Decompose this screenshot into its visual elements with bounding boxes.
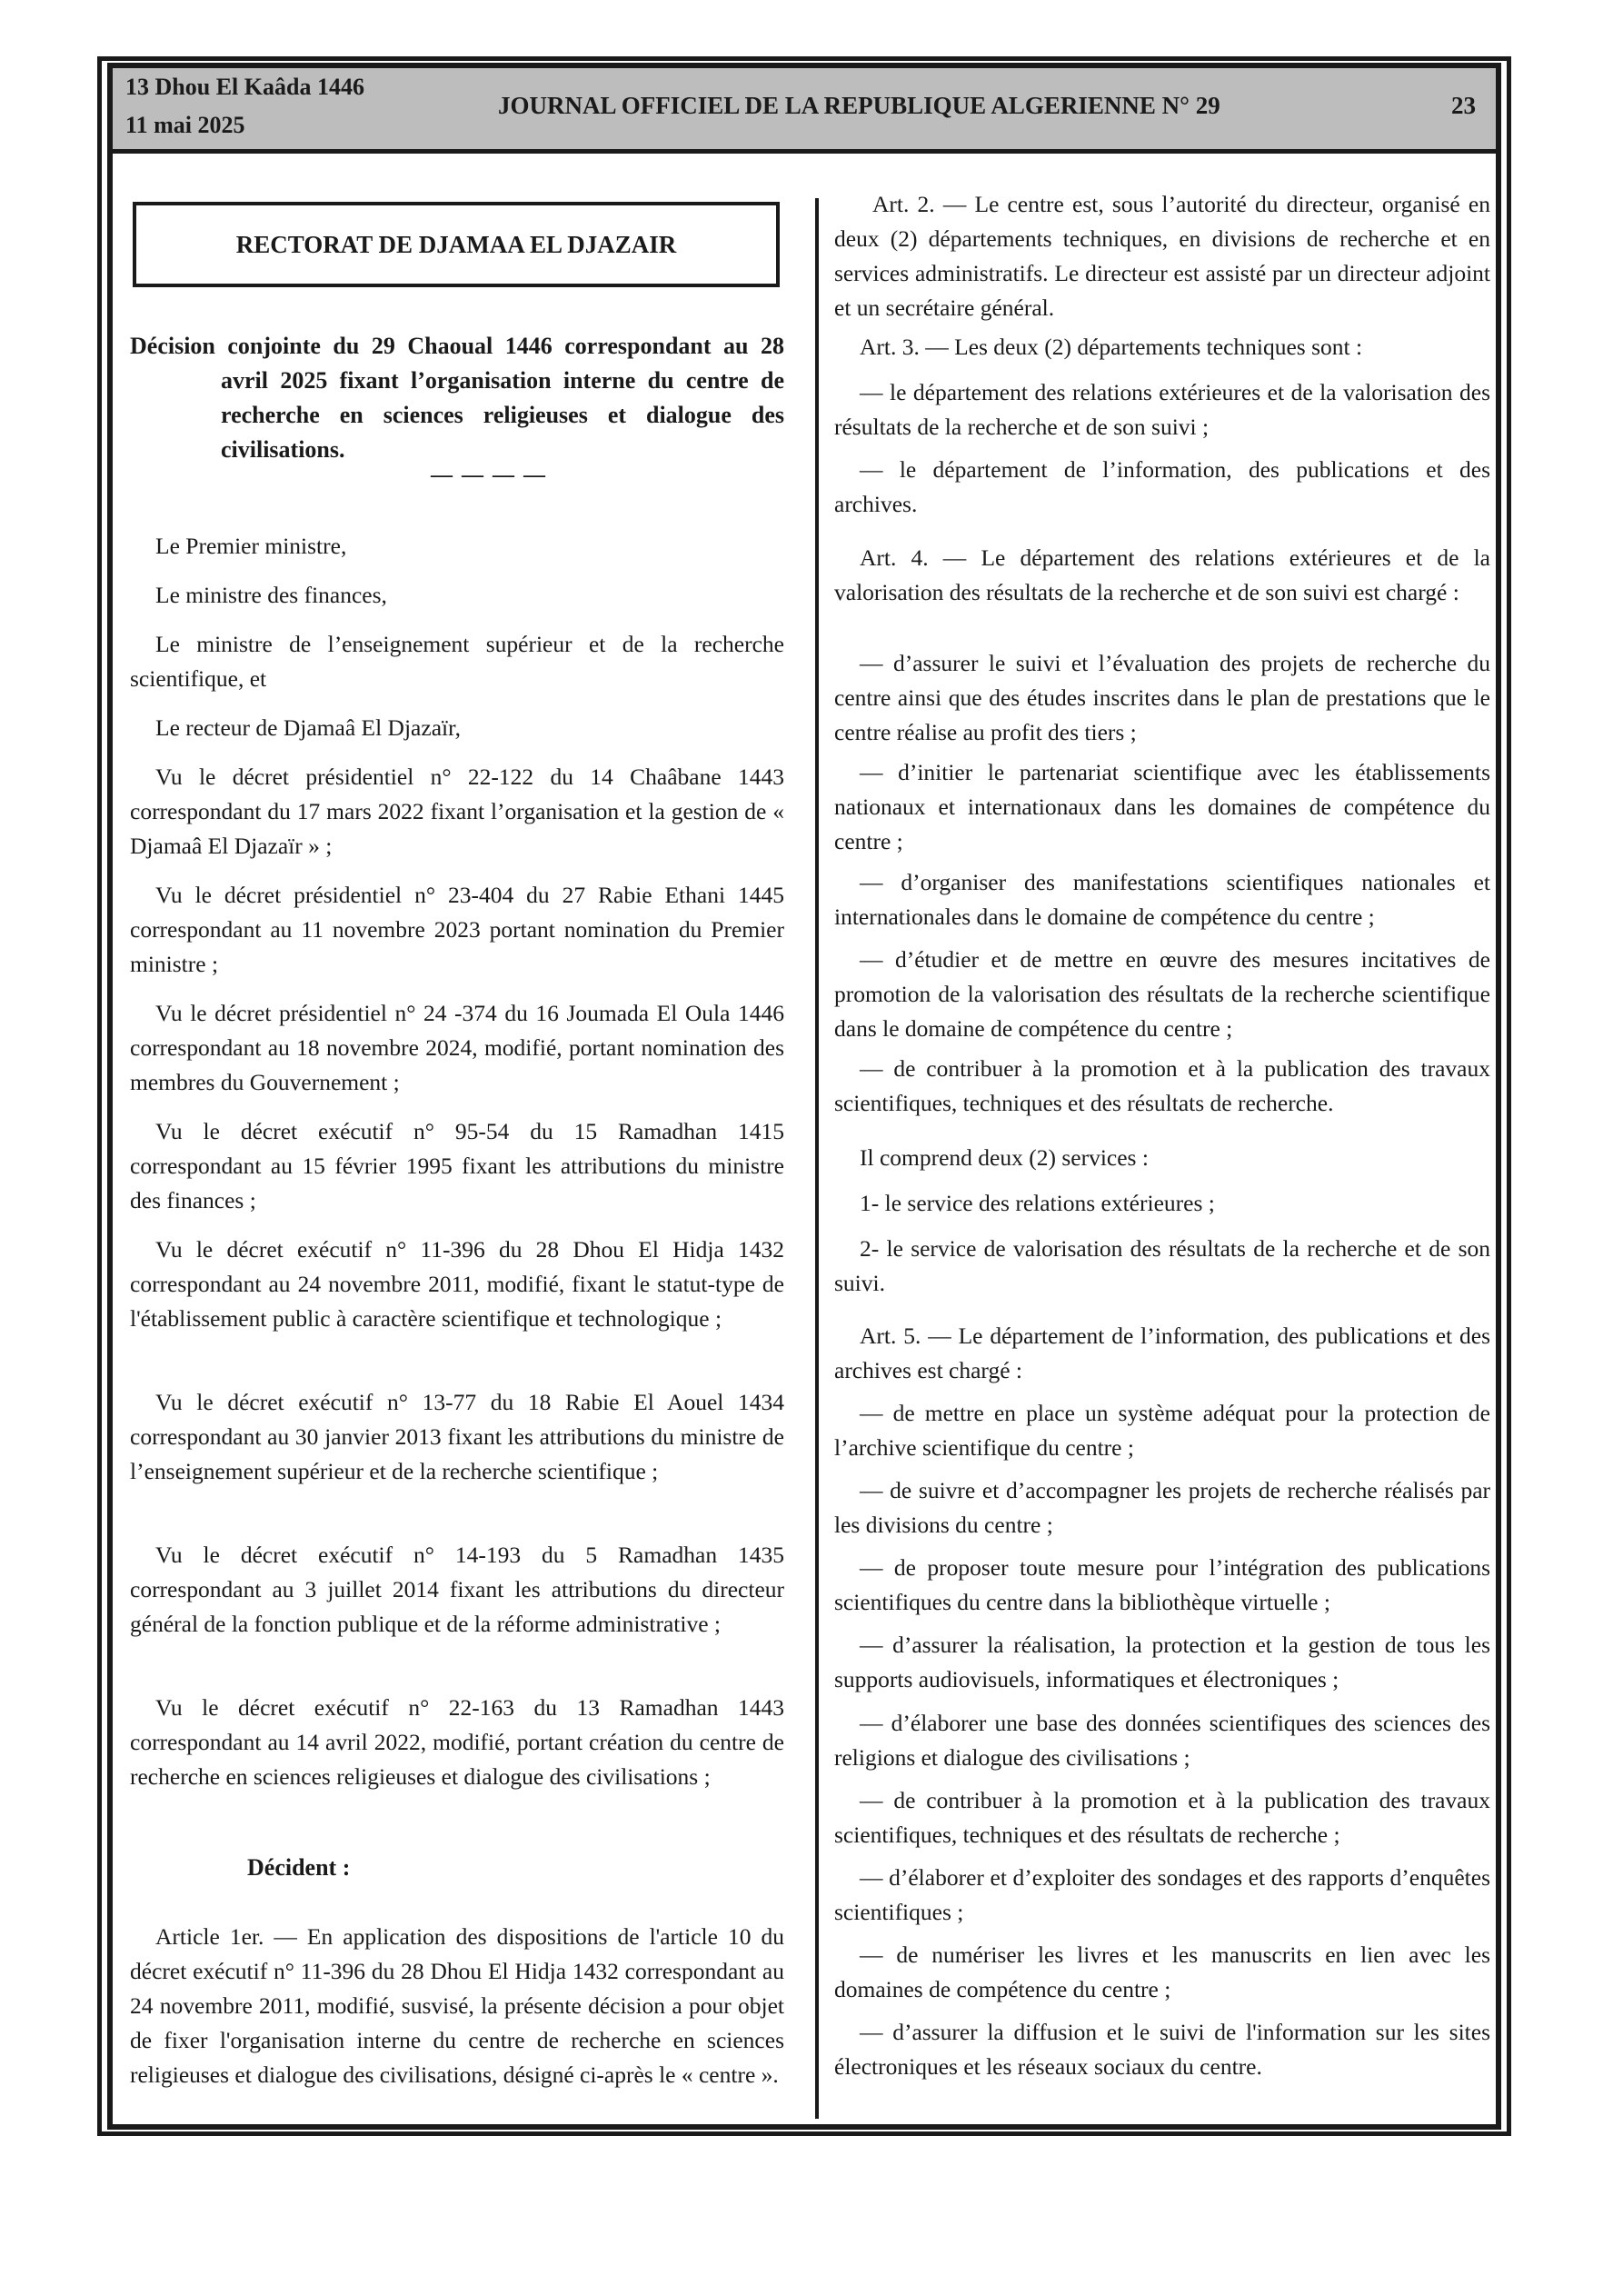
journal-title: JOURNAL OFFICIEL DE LA REPUBLIQUE ALGERIENNE N° 29: [498, 92, 1220, 119]
article-4-item: — de contribuer à la promotion et à la publication des travaux scientifiques, techniques et des résultats de recherche.: [834, 1054, 1490, 1116]
decident-heading: Décident :: [247, 1854, 351, 1881]
section-title: RECTORAT DE DJAMAA EL DJAZAIR: [235, 230, 677, 258]
section-title-box: [133, 202, 780, 287]
service-item: 2- le service de valorisation des résultats de la recherche et de son suivi.: [834, 1234, 1490, 1296]
visa: Vu le décret exécutif n° 13-77 du 18 Rabie El Aouel 1434 correspondant au 30 janvier 2013 fixant les attributions du ministre de l’enseignement supérieur et de la recherche scientifique ;: [130, 1389, 784, 1484]
article-5-item: — de proposer toute mesure pour l’intégration des publications scientifiques du centre dans la bibliothèque virtuelle ;: [834, 1554, 1490, 1616]
article-5-item: — de numériser les livres et les manuscrits en lien avec les domaines de compétence du centre ;: [834, 1941, 1490, 2002]
article-5-item: — d’élaborer une base des données scientifiques des sciences des religions et dialogue des civilisations ;: [834, 1709, 1490, 1771]
signatory: Le ministre des finances,: [155, 582, 387, 608]
article-5-item: — d’assurer la diffusion et le suivi de l'information sur les sites électroniques et les réseaux sociaux du centre.: [834, 2018, 1490, 2080]
services-intro: Il comprend deux (2) services :: [860, 1143, 1149, 1171]
visa: Vu le décret présidentiel n° 22-122 du 14 Chaâbane 1443 correspondant du 17 mars 2022 fixant l’organisation et la gestion de « Djamaâ El Djazaïr » ;: [130, 764, 784, 859]
article-1: Article 1er. — En application des dispositions de l'article 10 du décret exécutif n° 11-396 du 28 Dhou El Hidja 1432 correspondant au 24 novembre 2011, modifié, susvisé, la présente décision a pour objet de fixer l'organisation interne du centre de recherche en sciences religieuses et dialogue des civilisations, désigné ci-après le « centre ».: [130, 1923, 784, 2088]
article-3-item: — le département de l’information, des publications et des archives.: [834, 456, 1490, 518]
visa: Vu le décret exécutif n° 11-396 du 28 Dhou El Hidja 1432 correspondant au 24 novembre 2011, modifié, fixant le statut-type de l'établissement public à caractère scientifique et technologique ;: [130, 1236, 784, 1332]
visa: Vu le décret présidentiel n° 23-404 du 27 Rabie Ethani 1445 correspondant au 11 novembre 2023 portant nomination du Premier ministre ;: [130, 882, 784, 977]
article-5-intro: Art. 5. — Le département de l’information, des publications et des archives est chargé :: [834, 1323, 1490, 1384]
article-5-item: — de contribuer à la promotion et à la publication des travaux scientifiques, techniques et des résultats de recherche ;: [834, 1786, 1490, 1848]
article-3-intro: Art. 3. — Les deux (2) départements techniques sont :: [860, 334, 1363, 361]
signatory: Le recteur de Djamaâ El Djazaïr,: [155, 714, 461, 741]
article-5-item: — d’assurer la réalisation, la protection et la gestion de tous les supports audiovisuels, informatiques et électroniques ;: [834, 1632, 1490, 1693]
gregorian-date: 11 mai 2025: [125, 112, 245, 138]
visa: Vu le décret exécutif n° 95-54 du 15 Ramadhan 1415 correspondant au 15 février 1995 fixant les attributions du ministre des finances ;: [130, 1118, 784, 1213]
visa: Vu le décret exécutif n° 22-163 du 13 Ramadhan 1443 correspondant au 14 avril 2022, modifié, portant création du centre de recherche en sciences religieuses et dialogue des civilisations ;: [130, 1694, 784, 1790]
article-4-item: — d’étudier et de mettre en œuvre des mesures incitatives de promotion de la valorisation des résultats de la recherche scientifique dans le domaine de compétence du centre ;: [834, 945, 1490, 1042]
journal-header: [113, 68, 1496, 154]
article-3-item: — le département des relations extérieures et de la valorisation des résultats de la recherche et de son suivi ;: [834, 379, 1490, 441]
article-5-item: — d’élaborer et d’exploiter des sondages et des rapports d’enquêtes scientifiques ;: [834, 1863, 1490, 1925]
decision-title: Décision conjointe du 29 Chaoual 1446 correspondant au 28 avril 2025 fixant l’organisation interne du centre de recherche en sciences religieuses et dialogue des civilisations.: [130, 333, 784, 463]
separator-dashes: — — — —: [431, 464, 547, 487]
article-4-intro: Art. 4. — Le département des relations extérieures et de la valorisation des résultats de la recherche et de son suivi est chargé :: [834, 544, 1490, 605]
page-number: 23: [1451, 92, 1476, 119]
article-4-item: — d’assurer le suivi et l’évaluation des projets de recherche du centre ainsi que des études inscrites dans le plan de prestations que le centre réalise au profit des tiers ;: [834, 650, 1490, 746]
visa: Vu le décret exécutif n° 14-193 du 5 Ramadhan 1435 correspondant au 3 juillet 2014 fixant les attributions du directeur général de la fonction publique et de la réforme administrative ;: [130, 1542, 784, 1637]
signatory: Le ministre de l’enseignement supérieur et de la recherche scientifique, et: [130, 631, 784, 692]
service-item: 1- le service des relations extérieures ;: [860, 1189, 1215, 1216]
article-4-item: — d’organiser des manifestations scientifiques nationales et internationales dans le domaine de compétence du centre ;: [834, 868, 1490, 930]
hijri-date: 13 Dhou El Kaâda 1446: [125, 74, 364, 100]
article-2: Art. 2. — Le centre est, sous l’autorité du directeur, organisé en deux (2) départements techniques, en divisions de recherche et en services administratifs. Le directeur est assisté par un directeur adjoint et un secrétaire général.: [834, 191, 1490, 321]
article-5-item: — de mettre en place un système adéquat pour la protection de l’archive scientifique du centre ;: [834, 1400, 1490, 1462]
column-divider: [815, 198, 819, 2119]
signatory: Le Premier ministre,: [155, 533, 347, 559]
article-5-item: — de suivre et d’accompagner les projets de recherche réalisés par les divisions du centre ;: [834, 1477, 1490, 1539]
visa: Vu le décret présidentiel n° 24 -374 du 16 Joumada El Oula 1446 correspondant au 18 novembre 2024, modifié, portant nomination des membres du Gouvernement ;: [130, 1000, 784, 1095]
article-4-item: — d’initier le partenariat scientifique avec les établissements nationaux et internationaux dans les domaines de compétence du centre ;: [834, 759, 1490, 855]
